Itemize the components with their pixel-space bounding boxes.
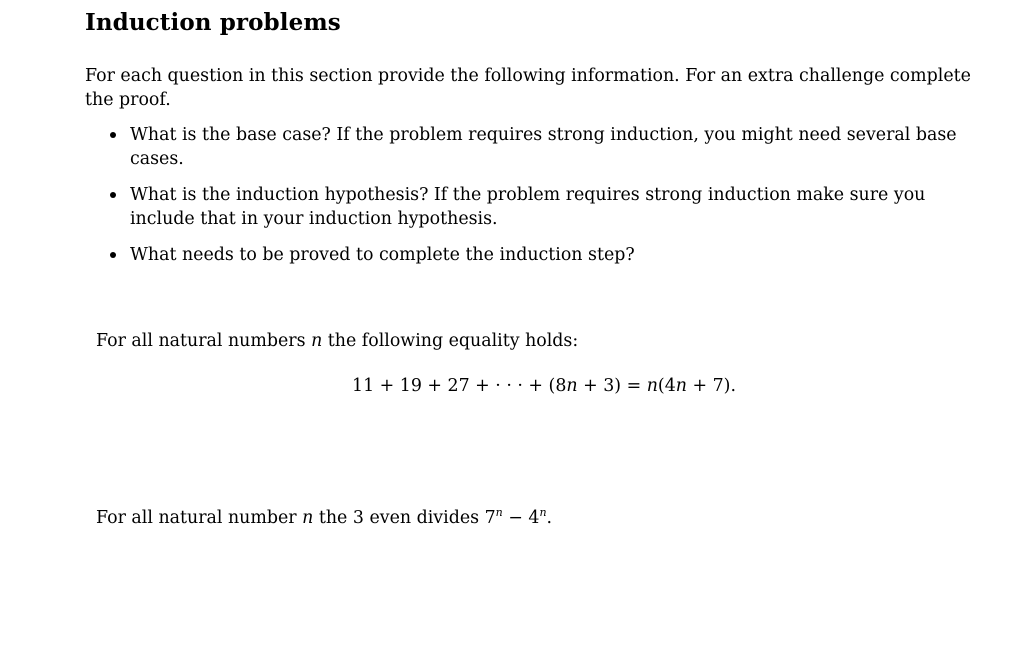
problem-2-variable: n — [302, 508, 314, 528]
equation-variable: n — [646, 376, 658, 396]
problem-1-text-before: For all natural numbers — [96, 331, 312, 351]
problem-1-text-after: the following equality holds: — [322, 331, 579, 351]
problem-2-exponent: n — [539, 506, 547, 519]
problem-2-statement — [96, 508, 552, 528]
problem-1-variable: n — [311, 331, 323, 351]
equation-lhs: 11 + 19 + 27 + · · · + (8 — [352, 376, 567, 396]
list-item — [108, 123, 994, 171]
list-item-text: What needs to be proved to complete the induction step? — [130, 245, 635, 265]
problem-2-text-before: For all natural number — [96, 508, 303, 528]
equation-lhs-end: + 3) = — [577, 376, 647, 396]
list-item — [108, 243, 994, 267]
section-title: Induction problems — [85, 9, 341, 36]
bullet-icon — [110, 192, 116, 198]
problem-2-minus: − 4 — [502, 508, 540, 528]
equation-rhs-mid: (4 — [657, 376, 676, 396]
problem-2-period: . — [546, 508, 553, 528]
intro-paragraph: For each question in this section provide the following information. For an extra challenge complete the proof. — [85, 66, 971, 110]
equation-variable: n — [566, 376, 578, 396]
problem-1-statement — [96, 331, 578, 351]
question-checklist — [108, 123, 994, 279]
equation-rhs-end: + 7). — [686, 376, 736, 396]
list-item-text: What is the induction hypothesis? If the problem requires strong induction make sure you include that in your induction hypothesis. — [130, 185, 926, 229]
problem-1-equation — [352, 376, 736, 396]
problem-2-text-mid: the 3 even divides 7 — [313, 508, 496, 528]
list-item-text: What is the base case? If the problem requires strong induction, you might need several base cases. — [130, 125, 957, 169]
problem-2-exponent: n — [495, 506, 503, 519]
bullet-icon — [110, 132, 116, 138]
equation-variable: n — [675, 376, 687, 396]
list-item — [108, 183, 994, 231]
bullet-icon — [110, 252, 116, 258]
